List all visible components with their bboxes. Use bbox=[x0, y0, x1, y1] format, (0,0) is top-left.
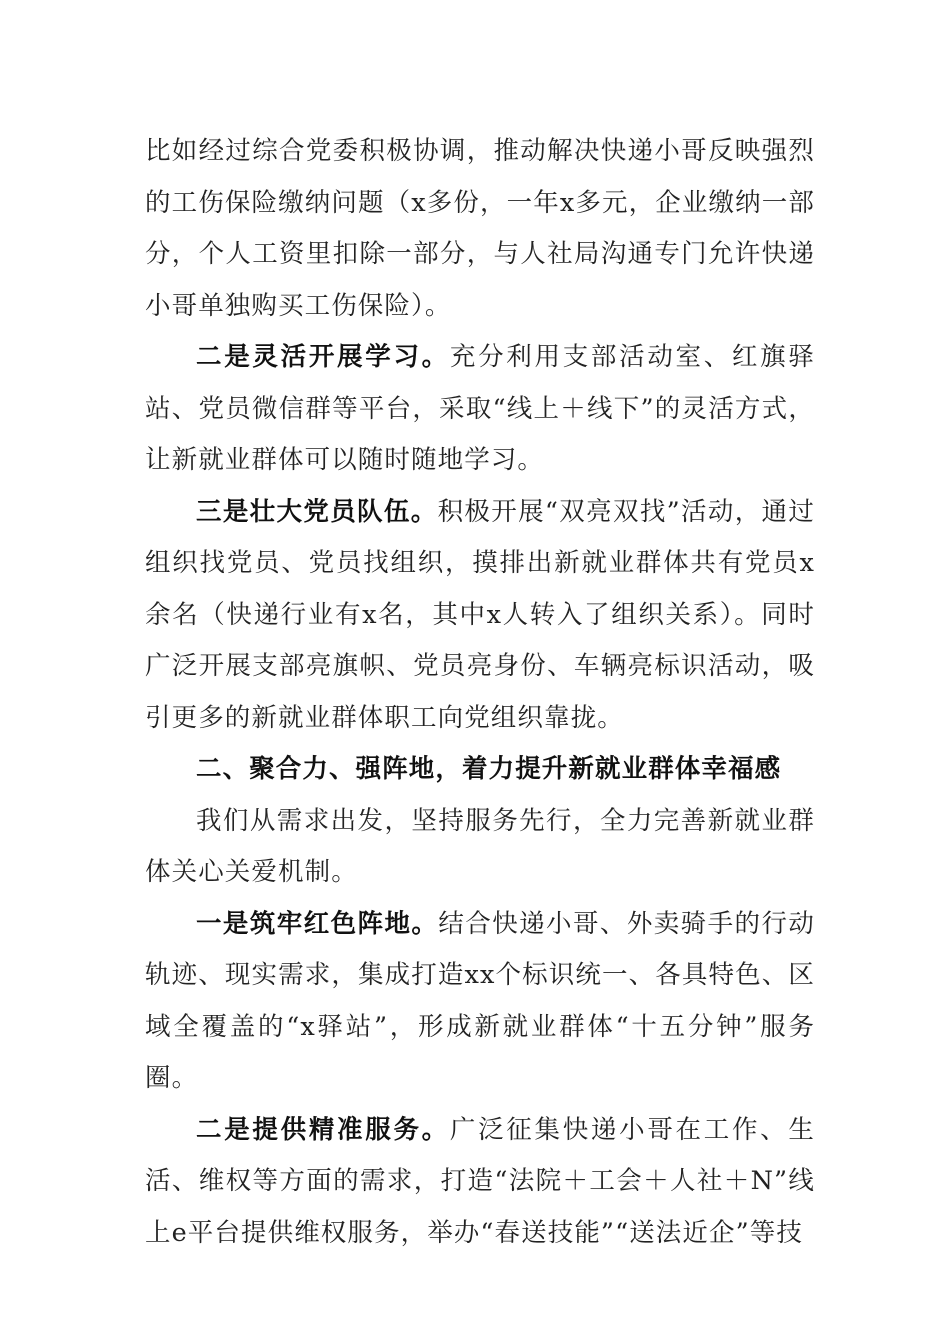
paragraph-lead: 二是灵活开展学习。 bbox=[196, 342, 450, 372]
paragraph-red-position bbox=[145, 899, 815, 1105]
paragraph-flexible-learning bbox=[145, 332, 815, 487]
document-body bbox=[145, 126, 815, 1259]
paragraph-text: 结合快递小哥、外卖骑手的行动轨迹、现实需求，集成打造xx个标识统一、各具特色、区域全覆盖的“x驿站”，形成新就业群体“十五分钟”服务圈。 bbox=[145, 908, 815, 1093]
paragraph-lead: 三是壮大党员队伍。 bbox=[196, 496, 438, 527]
paragraph-continuation bbox=[145, 126, 815, 332]
paragraph-text: 积极开展“双亮双找”活动，通过组织找党员、党员找组织，摸排出新就业群体共有党员x余名（快递行业有x名，其中x人转入了组织关系）。同时广泛开展支部亮旗帜、党员亮身份、车辆亮标识活动，吸引更多的新就业群体职工向党组织靠拢。 bbox=[145, 496, 815, 733]
paragraph-text: 比如经过综合党委积极协调，推动解决快递小哥反映强烈的工伤保险缴纳问题（x多份，一年x多元，企业缴纳一部分，个人工资里扣除一部分，与人社局沟通专门允许快递小哥单独购买工伤保险）。 bbox=[145, 136, 815, 321]
paragraph-text: 我们从需求出发，坚持服务先行，全力完善新就业群体关心关爱机制。 bbox=[145, 805, 815, 887]
paragraph-text: 充分利用支部活动室、红旗驿站、党员微信群等平台，采取“线上＋线下”的灵活方式，让新就业群体可以随时随地学习。 bbox=[145, 342, 815, 475]
paragraph-precise-service bbox=[145, 1105, 815, 1260]
section-heading: 二、聚合力、强阵地，着力提升新就业群体幸福感 bbox=[196, 754, 782, 784]
paragraph-lead: 二是提供精准服务。 bbox=[196, 1114, 450, 1145]
paragraph-intro bbox=[145, 796, 815, 899]
paragraph-text: 广泛征集快递小哥在工作、生活、维权等方面的需求，打造“法院＋工会＋人社＋N”线上e平台提供维权服务，举办“春送技能”“送法近企”等技 bbox=[145, 1114, 815, 1248]
paragraph-party-members bbox=[145, 487, 815, 745]
paragraph-lead: 一是筑牢红色阵地。 bbox=[196, 908, 439, 939]
